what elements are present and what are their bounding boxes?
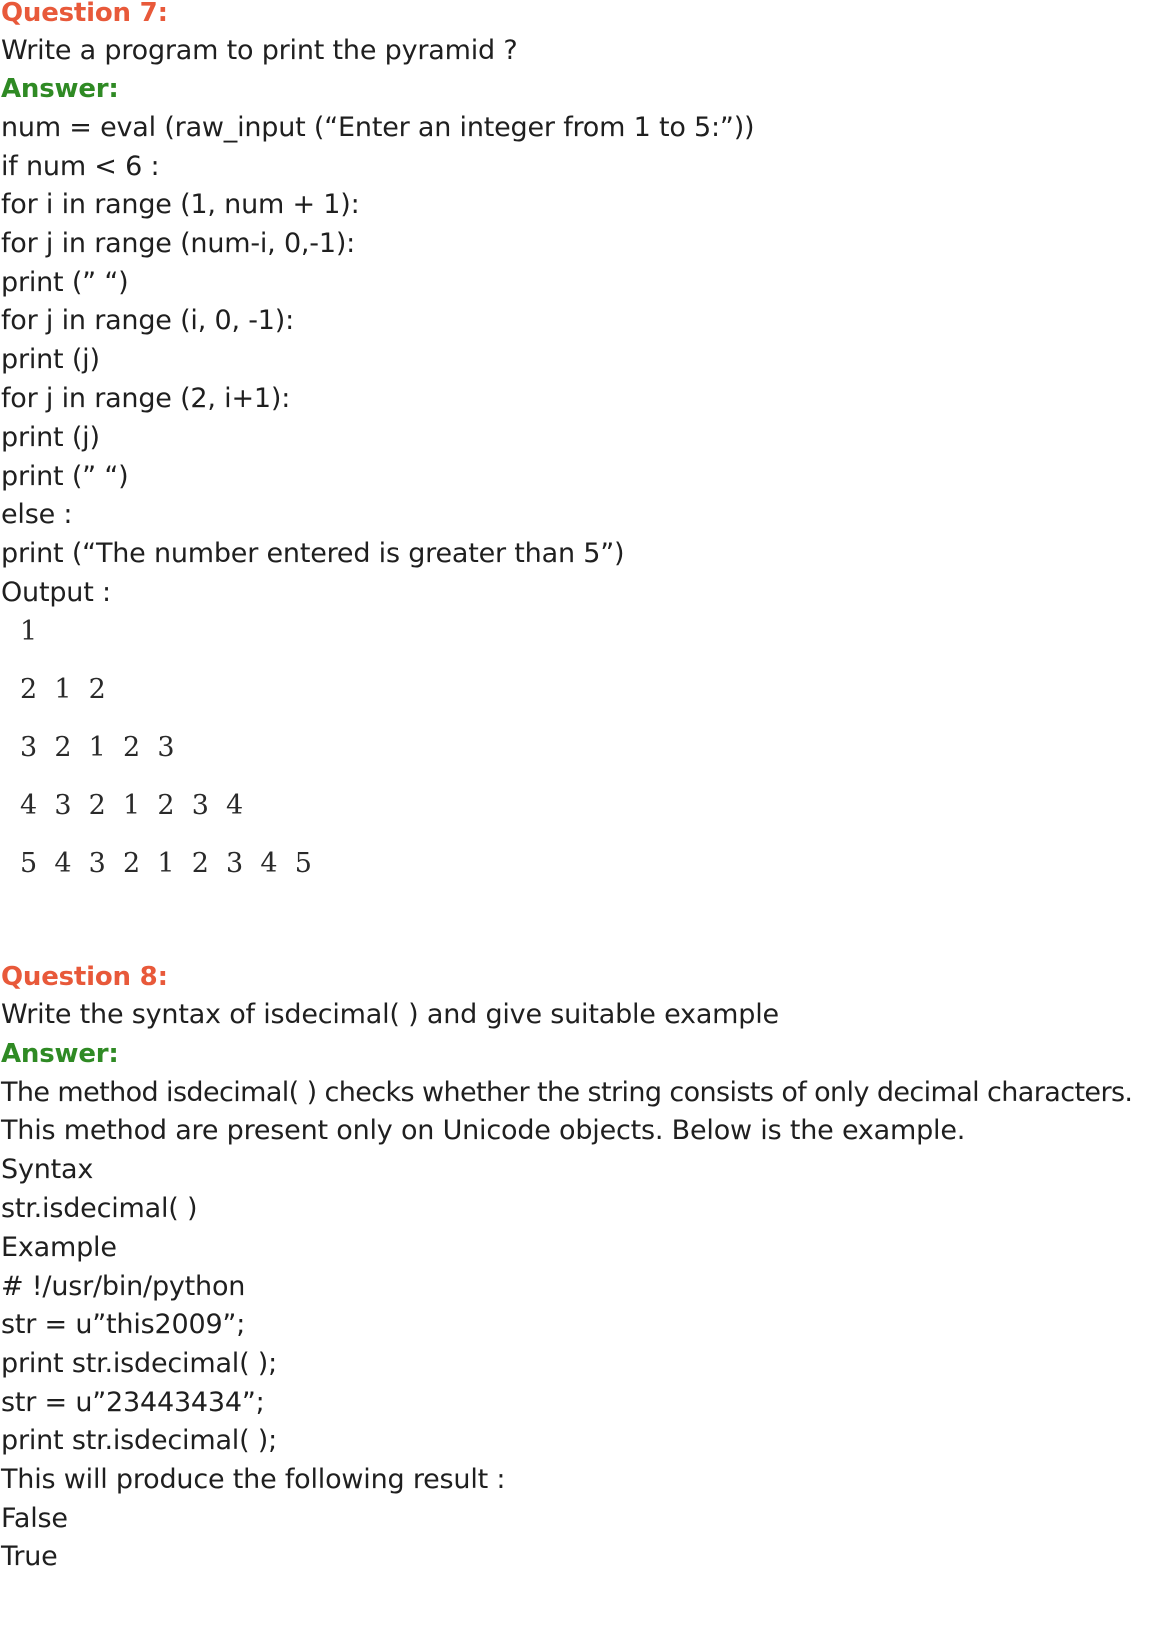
code-line: for j in range (num-i, 0,-1): — [1, 228, 356, 259]
example-label: Example — [1, 1232, 117, 1263]
code-line: print (“The number entered is greater than 5”) — [1, 538, 625, 569]
code-line: print (j) — [1, 422, 100, 453]
question-7-answer-label: Answer: — [1, 74, 119, 104]
code-line: # !/usr/bin/python — [1, 1271, 246, 1302]
syntax-label: Syntax — [1, 1154, 94, 1185]
code-line: str = u”this2009”; — [1, 1309, 246, 1340]
code-line: for i in range (1, num + 1): — [1, 189, 360, 220]
pyramid-row: 3 2 1 2 3 — [20, 732, 175, 763]
result-intro: This will produce the following result : — [1, 1464, 506, 1495]
pyramid-row: 2 1 2 — [20, 674, 106, 705]
answer-line: The method isdecimal( ) checks whether the string consists of only decimal characters. — [1, 1077, 1133, 1108]
code-line: print (” “) — [1, 267, 129, 298]
question-8-text: Write the syntax of isdecimal( ) and give suitable example — [1, 999, 779, 1030]
question-7-text: Write a program to print the pyramid ? — [1, 35, 518, 66]
code-line: print str.isdecimal( ); — [1, 1425, 278, 1456]
answer-line: This method are present only on Unicode objects. Below is the example. — [1, 1115, 966, 1146]
question-8-answer-label: Answer: — [1, 1039, 119, 1069]
question-7-heading: Question 7: — [1, 0, 168, 28]
code-line: if num < 6 : — [1, 151, 160, 182]
code-line: else : — [1, 499, 73, 530]
result-line: False — [1, 1503, 68, 1534]
question-8-heading: Question 8: — [1, 962, 168, 992]
code-line: str = u”23443434”; — [1, 1387, 265, 1418]
code-line: print (” “) — [1, 461, 129, 492]
code-line: num = eval (raw_input (“Enter an integer from 1 to 5:”)) — [1, 112, 755, 143]
output-label: Output : — [1, 577, 111, 608]
code-line: print str.isdecimal( ); — [1, 1348, 278, 1379]
pyramid-row: 5 4 3 2 1 2 3 4 5 — [20, 848, 312, 879]
code-line: print (j) — [1, 344, 100, 375]
code-line: for j in range (i, 0, -1): — [1, 305, 294, 336]
pyramid-row: 4 3 2 1 2 3 4 — [20, 790, 244, 821]
pyramid-row: 1 — [20, 616, 38, 647]
code-line: for j in range (2, i+1): — [1, 383, 291, 414]
result-line: True — [1, 1541, 58, 1572]
syntax-code: str.isdecimal( ) — [1, 1193, 198, 1224]
